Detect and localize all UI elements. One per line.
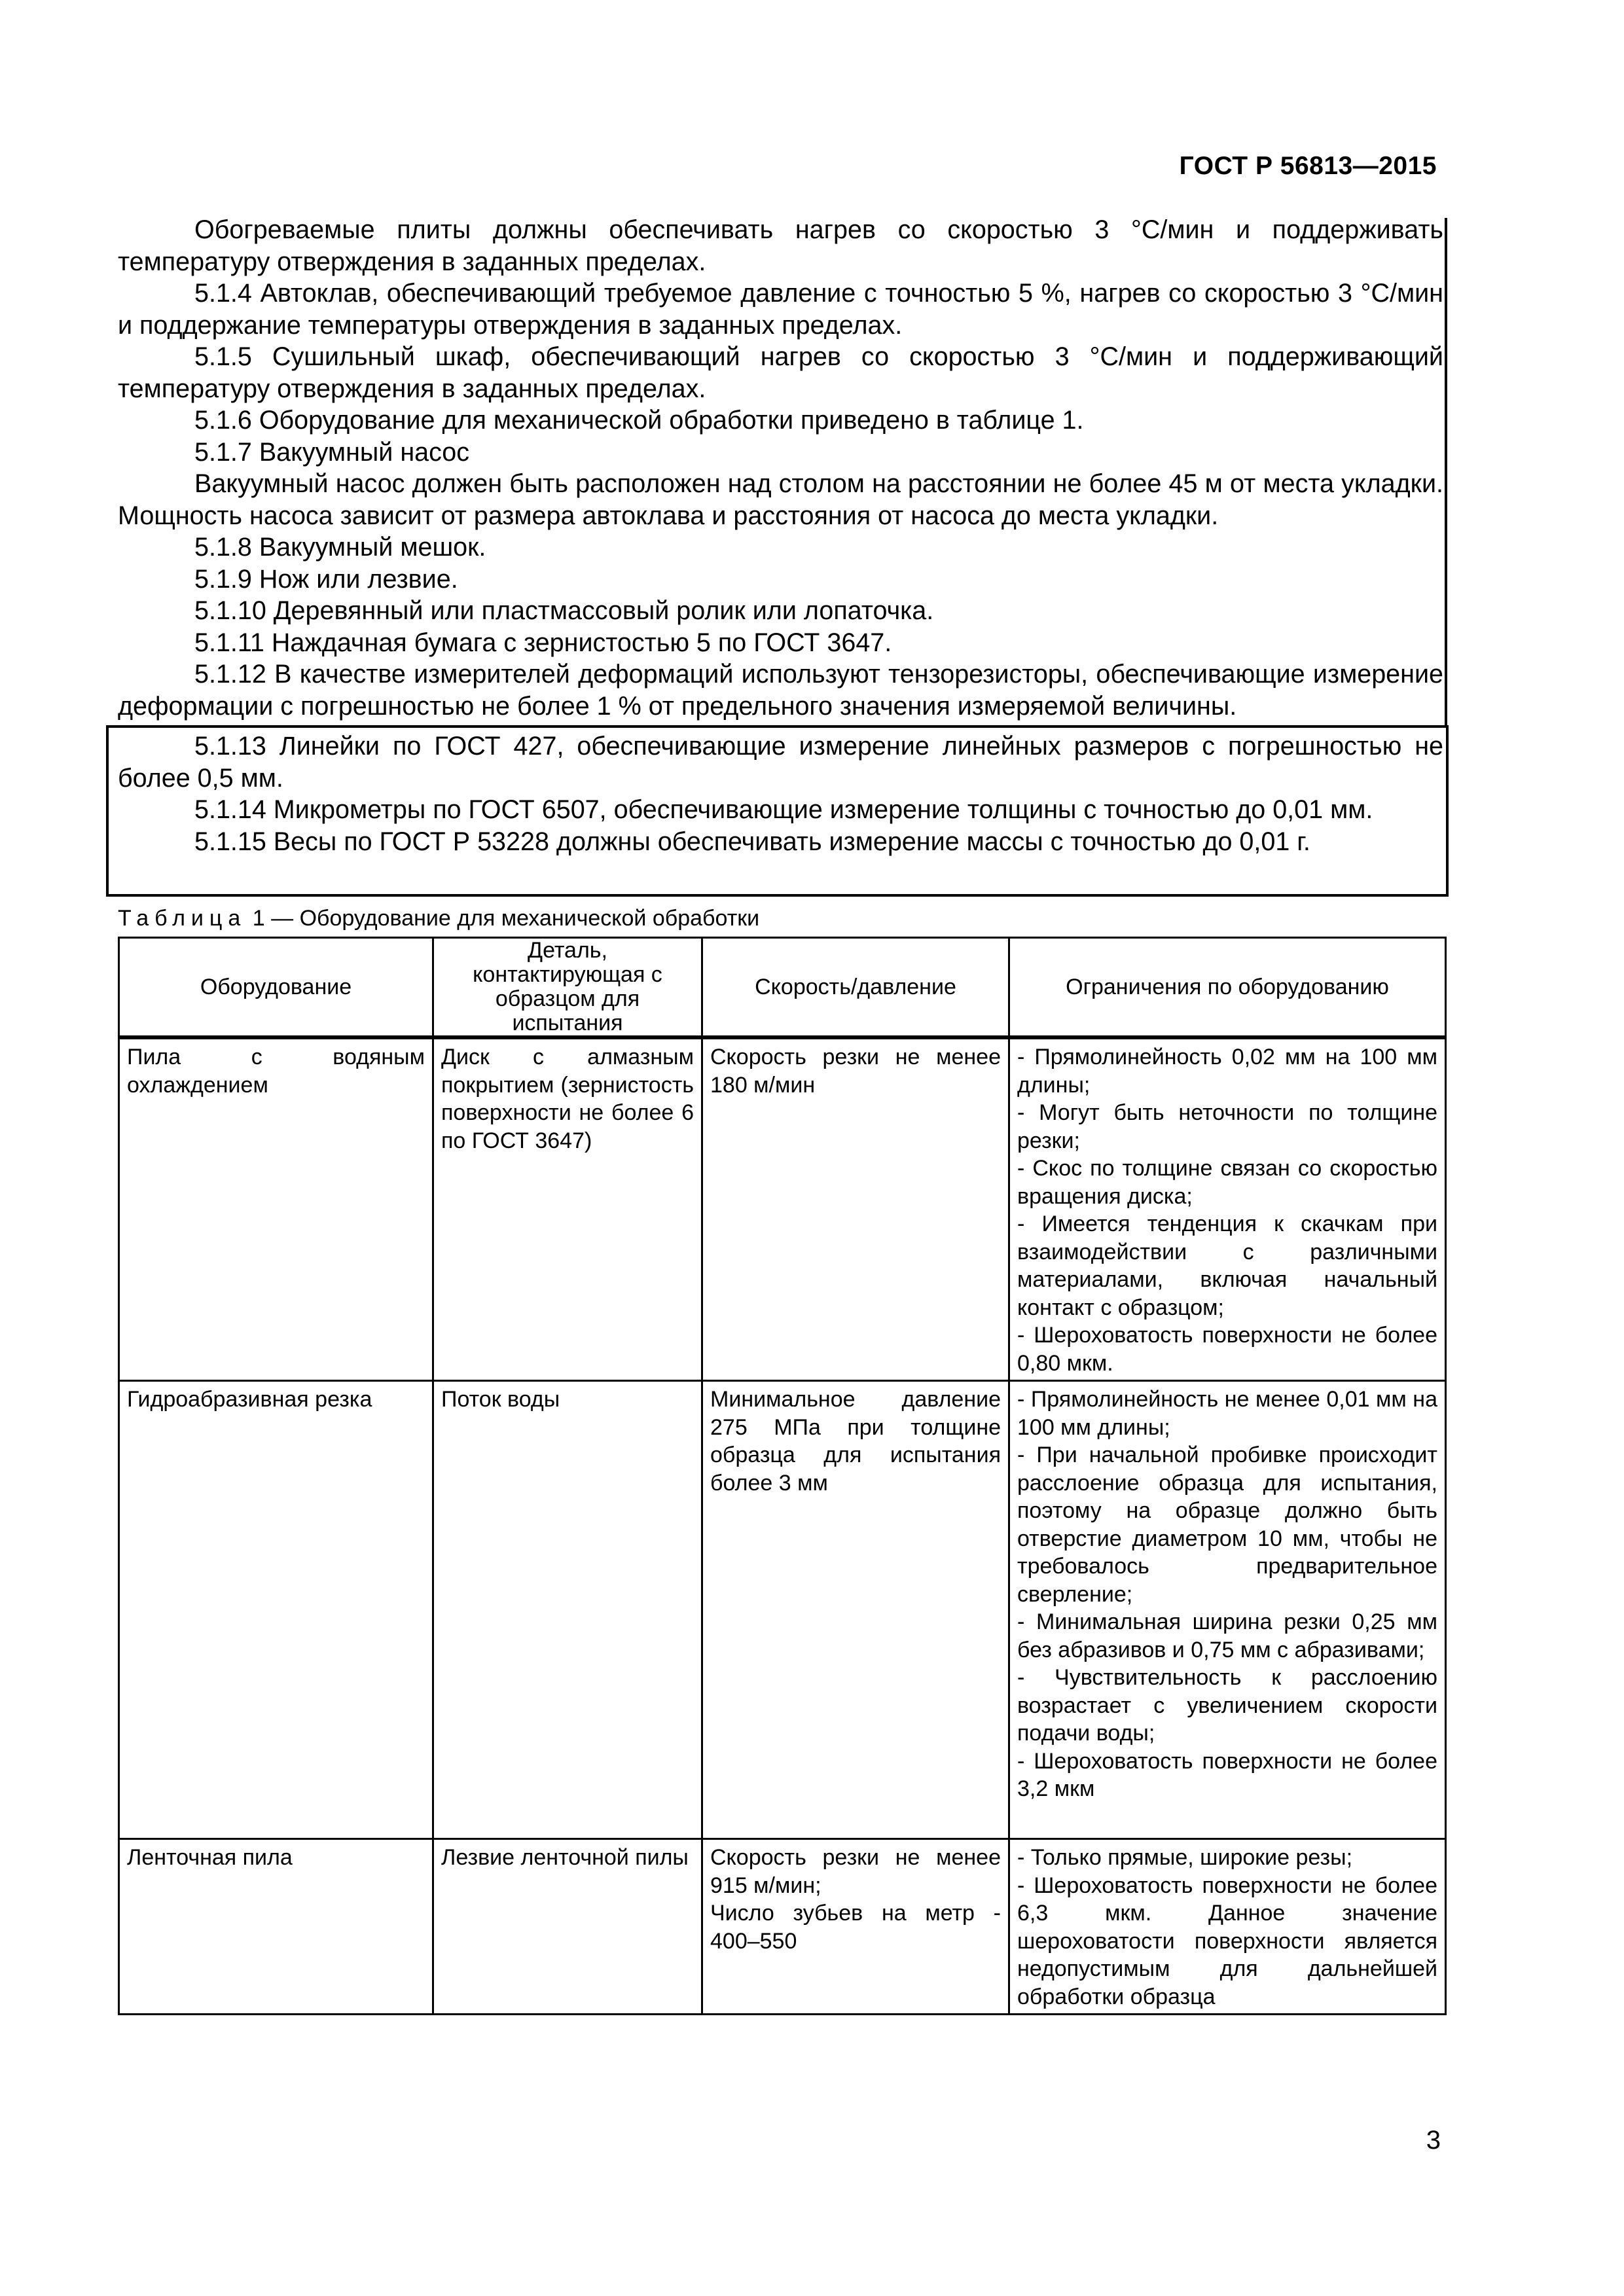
cell-line: - Минимальная ширина резки 0,25 мм без абразивов и 0,75 мм с абразивами; [1017, 1609, 1437, 1662]
table-cell: Пила с водяным охлаждением [119, 1037, 433, 1381]
cell-line: Скорость резки не менее 915 м/мин; [710, 1845, 1001, 1898]
cell-line: - При начальной пробивке происходит расслоение образца для испытания, поэтому на образце должно быть отверстие диаметром 10 мм, чтобы не требовалось предварительное сверление; [1017, 1443, 1437, 1607]
paragraph: 5.1.12 В качестве измерителей деформаций используют тензорезисторы, обеспечивающие измерение деформации с погрешностью не более 1 % от предельного значения измеряемой величины. [118, 660, 1443, 721]
cell-line: - Чувствительность к расслоению возрастает с увеличением скорости подачи воды; [1017, 1665, 1437, 1746]
body-text [118, 214, 1443, 722]
column-header: Деталь, контактирующая с образцом для испытания [433, 938, 702, 1038]
table-row [119, 1037, 1446, 1381]
paragraph: 5.1.8 Вакуумный мешок. [194, 533, 486, 562]
cell-line: Скорость резки не менее 180 м/мин [710, 1045, 1001, 1098]
boxed-amendment-text [118, 730, 1443, 857]
table-row [119, 1381, 1446, 1839]
table-caption-label: Таблица [118, 906, 247, 931]
document-header-id: ГОСТ Р 56813—2015 [1179, 152, 1437, 180]
cell-line: - Шероховатость поверхности не более 6,3 мкм. Данное значение шероховатости поверхности является недопустимым для дальнейшей обработки образца [1017, 1873, 1437, 2009]
cell-line: - Шероховатость поверхности не более 0,80 мкм. [1017, 1323, 1437, 1376]
table-cell [702, 1381, 1009, 1839]
cell-line: - Имеется тенденция к скачкам при взаимодействии с различными материалами, включая начальный контакт с образцом; [1017, 1211, 1437, 1320]
cell-line: - Шероховатость поверхности не более 3,2 мкм [1017, 1748, 1437, 1801]
cell-line: - Прямолинейность 0,02 мм на 100 мм длины; [1017, 1045, 1437, 1098]
page-number: 3 [1426, 2126, 1441, 2155]
table-cell: Ленточная пила [119, 1839, 433, 2015]
table-cell [1009, 1839, 1446, 2015]
paragraph: Обогреваемые плиты должны обеспечивать нагрев со скоростью 3 °С/мин и поддерживать температуру отверждения в заданных пределах. [118, 215, 1443, 276]
table-caption [118, 906, 759, 931]
column-header: Скорость/давление [702, 938, 1009, 1038]
cell-line: - Могут быть неточности по толщине резки; [1017, 1100, 1437, 1153]
paragraph: 5.1.14 Микрометры по ГОСТ 6507, обеспечивающие измерение толщины с точностью до 0,01 мм. [194, 795, 1373, 824]
column-header: Оборудование [119, 938, 433, 1038]
cell-line: - Скос по толщине связан со скоростью вращения диска; [1017, 1156, 1437, 1209]
paragraph: 5.1.4 Автоклав, обеспечивающий требуемое давление с точностью 5 %, нагрев со скоростью 3 °С/мин и поддержание температуры отверждения в заданных пределах. [118, 279, 1443, 340]
paragraph: 5.1.15 Весы по ГОСТ Р 53228 должны обеспечивать измерение массы с точностью до 0,01 г. [194, 827, 1310, 856]
paragraph: 5.1.5 Сушильный шкаф, обеспечивающий нагрев со скоростью 3 °С/мин и поддерживающий температуру отверждения в заданных пределах. [118, 342, 1443, 403]
cell-line: Число зубьев на метр - 400–550 [710, 1901, 1001, 1954]
table-cell [1009, 1381, 1446, 1839]
table-cell [702, 1037, 1009, 1381]
table-cell [1009, 1037, 1446, 1381]
revision-bar [1445, 218, 1447, 725]
table-cell: Поток воды [433, 1381, 702, 1839]
cell-line: - Прямолинейность не менее 0,01 мм на 100 мм длины; [1017, 1387, 1437, 1440]
paragraph: 5.1.9 Нож или лезвие. [194, 564, 458, 594]
paragraph: 5.1.6 Оборудование для механической обработки приведено в таблице 1. [194, 406, 1084, 435]
table-row [119, 1839, 1446, 2015]
paragraph: Вакуумный насос должен быть расположен над столом на расстоянии не более 45 м от места укладки. Мощность насоса зависит от размера автоклава и расстояния от насоса до места укладки. [118, 469, 1443, 530]
paragraph: 5.1.10 Деревянный или пластмассовый ролик или лопаточка. [194, 596, 934, 625]
table-caption-text: 1 — Оборудование для механической обработки [252, 906, 760, 931]
table-cell: Гидроабразивная резка [119, 1381, 433, 1839]
equipment-table [118, 937, 1447, 2015]
paragraph: 5.1.7 Вакуумный насос [194, 437, 470, 467]
table-cell [702, 1839, 1009, 2015]
column-header: Ограничения по оборудованию [1009, 938, 1446, 1038]
table-cell: Лезвие ленточной пилы [433, 1839, 702, 2015]
cell-line: Минимальное давление 275 МПа при толщине образца для испытания более 3 мм [710, 1387, 1001, 1496]
paragraph: 5.1.13 Линейки по ГОСТ 427, обеспечивающие измерение линейных размеров с погрешностью не более 0,5 мм. [118, 732, 1443, 793]
paragraph: 5.1.11 Наждачная бумага с зернистостью 5 по ГОСТ 3647. [194, 628, 892, 657]
cell-line: - Только прямые, широкие резы; [1017, 1845, 1353, 1870]
table-cell: Диск с алмазным покрытием (зернистость поверхности не более 6 по ГОСТ 3647) [433, 1037, 702, 1381]
